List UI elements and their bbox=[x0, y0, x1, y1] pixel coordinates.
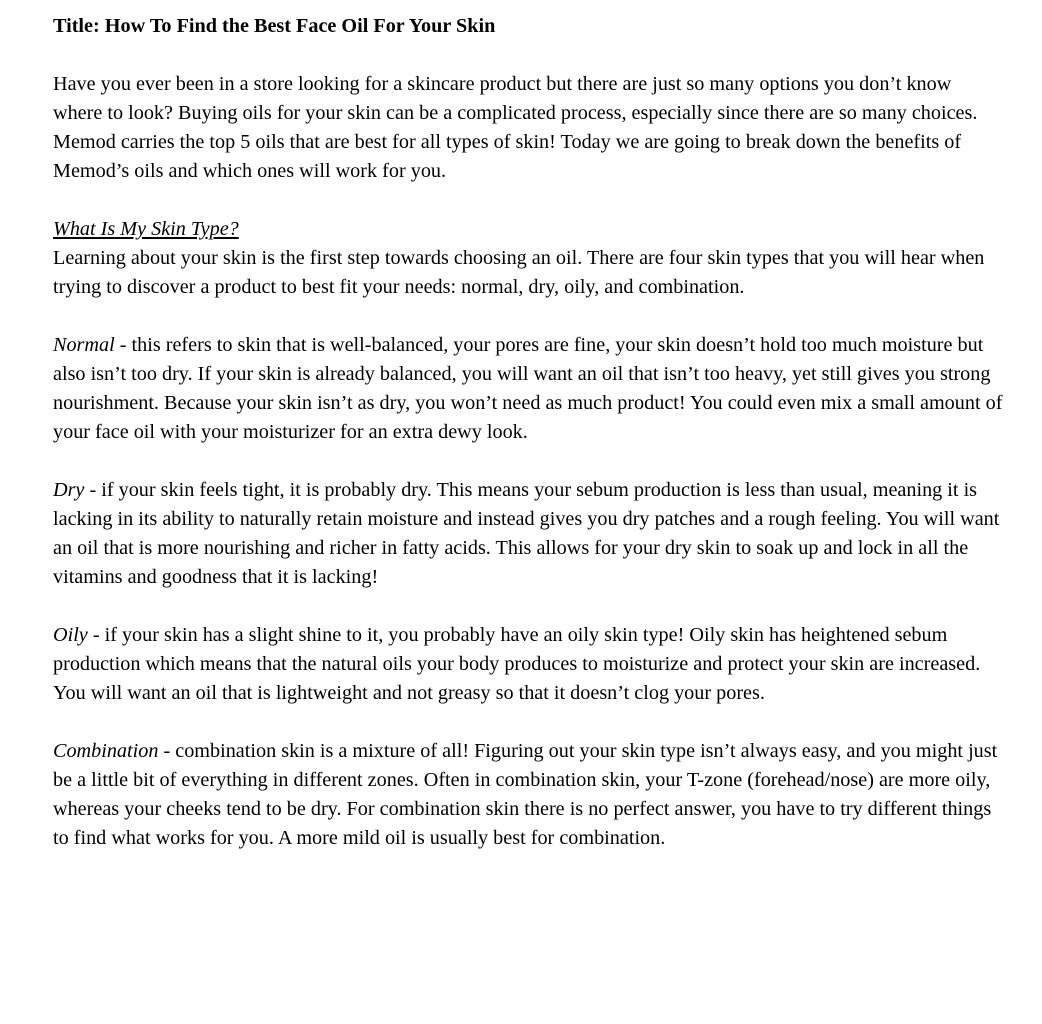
spacer bbox=[53, 447, 1003, 476]
skin-type-term: Normal bbox=[53, 334, 115, 356]
skin-type-description: - if your skin feels tight, it is probably dry. This means your sebum production is less than usual, meaning it is lacking in its ability to naturally retain moisture and instead gives you dry patches and a rough feeling. You will want an oil that is more nourishing and richer in fatty acids. This allows for your dry skin to soak up and lock in all the vitamins and goodness that it is lacking! bbox=[53, 479, 1000, 588]
spacer bbox=[53, 592, 1003, 621]
document-body bbox=[53, 12, 1003, 853]
intro-paragraph: Have you ever been in a store looking for a skincare product but there are just so many options you don’t know where to look? Buying oils for your skin can be a complicated process, especially since there are so many choices. Memod carries the top 5 oils that are best for all types of skin! Today we are going to break down the benefits of Memod’s oils and which ones will work for you. bbox=[53, 73, 978, 182]
spacer bbox=[53, 186, 1003, 215]
document-title: Title: How To Find the Best Face Oil For Your Skin bbox=[53, 15, 496, 37]
skin-type-term: Combination bbox=[53, 740, 159, 762]
skin-type-combination bbox=[53, 737, 1003, 853]
skin-type-description: - combination skin is a mixture of all! Figuring out your skin type isn’t always easy, and you might just be a little bit of everything in different zones. Often in combination skin, your T-zone (forehead/nose) are more oily, whereas your cheeks tend to be dry. For combination skin there is no perfect answer, you have to try different things to find what works for you. A more mild oil is usually best for combination. bbox=[53, 740, 998, 849]
skin-type-description: - this refers to skin that is well-balanced, your pores are fine, your skin doesn’t hold too much moisture but also isn’t too dry. If your skin is already balanced, you will want an oil that isn’t too heavy, yet still gives you strong nourishment. Because your skin isn’t as dry, you won’t need as much product! You could even mix a small amount of your face oil with your moisturizer for an extra dewy look. bbox=[53, 334, 1003, 443]
skin-type-oily bbox=[53, 621, 1003, 708]
skin-type-term: Dry bbox=[53, 479, 85, 501]
section-heading-wrapper bbox=[53, 215, 1003, 244]
section-heading: What Is My Skin Type? bbox=[53, 218, 239, 240]
skin-type-normal bbox=[53, 331, 1003, 447]
spacer bbox=[53, 708, 1003, 737]
skin-type-description: - if your skin has a slight shine to it, you probably have an oily skin type! Oily skin has heightened sebum production which means that the natural oils your body produces to moisturize and protect your skin are increased. You will want an oil that is lightweight and not greasy so that it doesn’t clog your pores. bbox=[53, 624, 981, 704]
skin-type-term: Oily bbox=[53, 624, 88, 646]
spacer bbox=[53, 41, 1003, 70]
spacer bbox=[53, 302, 1003, 331]
section-paragraph: Learning about your skin is the first step towards choosing an oil. There are four skin types that you will hear when trying to discover a product to best fit your needs: normal, dry, oily, and combination. bbox=[53, 247, 985, 298]
skin-type-dry bbox=[53, 476, 1003, 592]
